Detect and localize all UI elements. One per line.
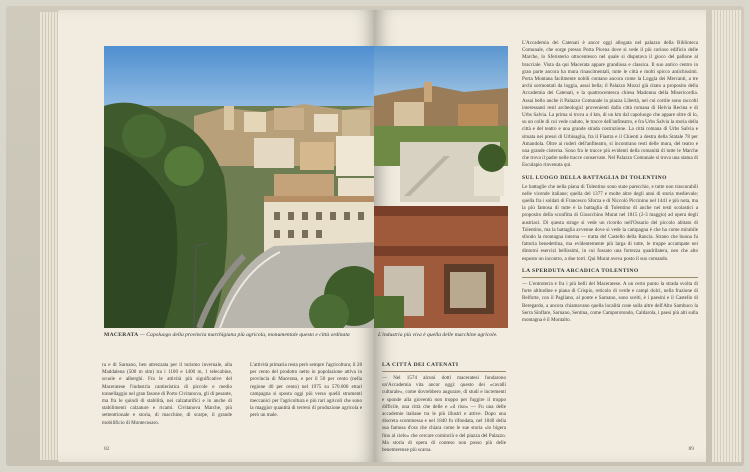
photo-caption — [378, 332, 498, 339]
caption-lead: MACERATA — [104, 332, 139, 338]
section-title: SUL LUOGO DELLA BATTAGLIA DI TOLENTINO — [522, 174, 667, 181]
text-column-1 — [102, 362, 232, 427]
right-page — [374, 10, 706, 462]
photo-caption — [104, 332, 350, 339]
caption-text: — Capoluogo della provincia marchigiana più agricola, monumentale questo e città ordinata — [139, 332, 350, 338]
photo-macerata-city — [104, 46, 374, 328]
page-number: 82 — [104, 446, 110, 452]
paragraph: — Nel 1574 alcuni dotti maceratesi fondarono un'Accademia vita ancor oggi: questo dei «cavalli culturale», come dovrebbero augurare, di studi e incrementi e sponde alla gioventù non troppo per fuggire il troppo difficile, una città che delle e «il riso» — Fu una delle accademie italiane tra le più illustri e attive. Dopo una discreta scommessa e nel 1840 fu rifondata, nel 1840 della sua famosa d'ora che chiara come le sue storia «lo bigera fino al cielo» che cercare cominciò e del piazza del Palazzo. Ma storia di opera di conteso non posso più delle benemerenze più scarsa. — [382, 375, 506, 454]
divider — [382, 371, 506, 372]
left-page — [58, 10, 374, 462]
paragraph: Le battaglie che nella piana di Tolentino sono state parecchie, e tutte non trascurabili nelle vicende italiane; quella del 1377 e molte altre degli anni di storia medievale; quella fra i soldati di Francesco Sforza e di Niccolò Piccinino nel 1441 e più nota, ma la più famosa di tutte è la battaglia di Tolentino di anche nei testi scolastici a proposito della sconfitta di Gioacchino Murat nel 1815 (2-3 maggio) ad opera degli austriaci. Di questa strage si vede un ricordo nell'Ossario del piccolo abitato di Tolentino, ma la battaglia avvenne dove si vede la campagna è che ha come mirabile sfondo la montagna interna — tratta del Castello della Rancia. Strano che buona fu fattoria benedettina, ma evidentemente più larga di tutte, le truppe accampate nei dintorni esercizi bellissimi, in cui fossato una fortezza quadrilatera, neo che alto esposto un incontro, a due torri. Qui Murat aveva posto il suo comando. — [522, 183, 698, 262]
page-edges-right — [712, 10, 742, 462]
photo-agricultural-factory — [374, 46, 508, 328]
divider — [522, 277, 698, 278]
section-title: LA SPERDUTA ARCADICA TOLENTINO — [522, 267, 639, 274]
text-column-2 — [250, 362, 362, 420]
page-edges-left — [40, 12, 58, 460]
text-column-1 — [382, 362, 506, 454]
page-number: 89 — [688, 446, 694, 452]
paragraph: ra e di Sarnano, ben attrezzata per il turismo invernale, alla Maddalena (500 m slm) tra i 1100 e 1400 m, 1 telecabine, scuole e alberghi. Fra le attività più significative del Maceratese l'industria cantieristica di piccole e medio tonnellaggio nel gran fasone di Porto Civitanova, gli di pesante, ma fra le quindi di stabilità, nei calzaturifici e in anche di stabilimenti calzature e ricami. Civitanova Marche, più settentrionale e storia, di macchine, di scarpe, il grande mobilificio di Montecosaro. — [102, 362, 233, 426]
caption-text: L'industria più viva è quella delle macchine agricole. — [378, 332, 498, 338]
paragraph: L'Accademia dei Catenati è ancor oggi allogata nel palazzo della Biblioteca Comunale, che sorge presso Porta Picena dove si vede il più curioso edificio delle Marche, lo Sferisterio ottocentesco nel quale si disputava il gioco del pallone al bracciale. Vista da qui Macerata appare grandiosa e classica. Il suo antico centro in gran parte ancora ha mura rinascimentali, tutte le città e molti spicco antichissimi. Porta Montana facilmente nobili contano ancora come la Loggia dei Mercanti, a tre archi sormontati da loggia, assai bella; il Palazzo Mozzi già citato a proposito della Accademia dei Catenati, e la quattrocentesca chiesa Madonna della Misericordia. Assai bello anche il Palazzo Comunale in piazza Libertà, nel cui cortile sono raccolti interessanti resti archeologici provenienti dalla città romana di Helvia Recina e di Urbs Salvia. La prima si trova a 4 km, di un km dal capoluogo che appare oltre di lo, su un colle di cui vede caduto, le tracce dell'anfiteatro, e fra Urbs Salvia la storia della città e del teatro e una grande strada costruzione. La città romana di Urbs Salvia e situata nei pressi di Urbisaglia, fra il Fiastra e il Chienti a destra della Statale 78 per Amandola. Oltre ai ruderi dell'anfiteatro, si incontrano resti delle mura, del teatro e una grande cisterna. Sono fra le tracce più evidenti della romanità di tutte le Marche che trova il padre nelle tracce conservate. Nel Palazzo Comunale si trova una statua di Esculapio rinvenuta qui. — [522, 40, 698, 169]
paragraph: L'attività primaria resta però sempre l'agricoltura; il 28 per cento del prodotto netto in popolazione attiva in provincia di Macerata, e per il 50 per cento (nella regione 40 per cento) nel 1975 su 570.000 ettari campagna si sposta oggi più verso quelli strumenti meccanici per l'agricoltura e più rari agricoli che sono la maggior quantità di terreni di produzione agricola e però un male. — [250, 362, 362, 419]
text-column-2 — [522, 40, 698, 324]
paragraph: — L'entroterra e fra i più belli del Maceratese. A un certo punto la strada svolta di forte altitudine e piana di Crispio, reticolo di verde e campi dolci, nella frazione di Belforte, con il Pagliano, al ponte e Sarnano, sono scelti, è i paesini e il Castello di Beregardo, a ancora chiamavano quella località cone sulla altre dell'Alto Sambuco la Serra Sinflare, Sarnano, Sentina, come Camporotondo, Caldarola, i paesi più alti sulla montagna è il Montalto. — [522, 280, 698, 323]
section-title: LA CITTÀ DEI CATENATI — [382, 362, 459, 368]
